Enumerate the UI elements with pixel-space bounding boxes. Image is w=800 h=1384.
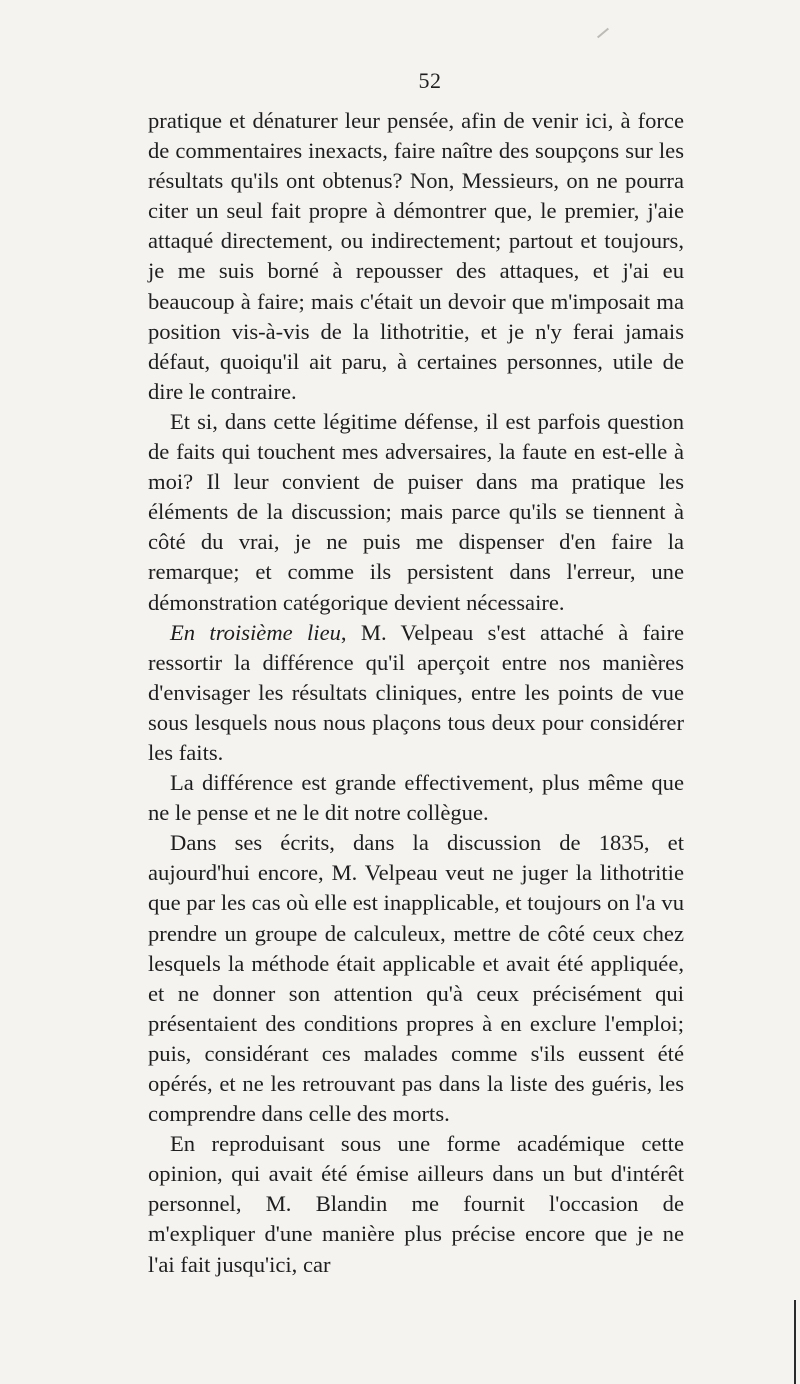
paragraph-blandin: En reproduisant sous une forme académique cette opinion, qui avait été émise ailleurs dans un but d'intérêt personnel, M. Blandin me fournit l'occasion de m'expliquer d'une manière plus précise encore que je ne l'ai fait jusqu'ici, car	[148, 1131, 684, 1277]
body-text	[148, 106, 684, 1280]
italic-lead: En troisième lieu	[170, 619, 341, 645]
paragraph-difference: La différence est grande effectivement, plus même que ne le pense et ne le dit notre collègue.	[148, 770, 684, 826]
paragraph-continuation: pratique et dénaturer leur pensée, afin de venir ici, à force de commentaires inexacts, faire naître des soupçons sur les résultats qu'ils ont obtenus? Non, Messieurs, on ne pourra citer un seul fait propre à démontrer que, le premier, j'aie attaqué directement, ou indirectement; partout et toujours, je me suis borné à repousser des attaques, et j'ai eu beaucoup à faire; mais c'était un devoir que m'imposait ma position vis-à-vis de la lithotritie, et je n'y ferai jamais défaut, quoiqu'il ait paru, à certaines personnes, utile de dire le contraire.	[148, 108, 684, 404]
page-edge-shadow	[794, 1300, 796, 1384]
paragraph-velpeau-writings: Dans ses écrits, dans la discussion de 1835, et aujourd'hui encore, M. Velpeau veut ne juger la lithotritie que par les cas où elle est inapplicable, et toujours on l'a vu prendre un groupe de calculeux, mettre de côté ceux chez lesquels la méthode était applicable et avait été appliquée, et ne donner son attention qu'à ceux précisément qui présentaient des conditions propres à en exclure l'emploi; puis, considérant ces malades comme s'ils eussent été opérés, et ne les retrouvant pas dans la liste des guéris, les comprendre dans celle des morts.	[148, 830, 684, 1127]
paragraph-third-point	[148, 618, 684, 768]
scan-mark	[597, 28, 609, 39]
paragraph-third-point-text: , M. Velpeau s'est attaché à faire ressortir la différence qu'il aperçoit entre nos manières d'envisager les résultats cliniques, entre les points de vue sous lesquels nous nous plaçons tous deux pour considérer les faits.	[148, 619, 684, 765]
page-number: 52	[418, 68, 442, 93]
paragraph-legitimate-defense: Et si, dans cette légitime défense, il est parfois question de faits qui touchent mes adversaires, la faute en est-elle à moi? Il leur convient de puiser dans ma pratique les éléments de la discussion; mais parce qu'ils se tiennent à côté du vrai, je ne puis me dispenser d'en faire la remarque; et comme ils persistent dans l'erreur, une démonstration catégorique devient nécessaire.	[148, 408, 684, 615]
